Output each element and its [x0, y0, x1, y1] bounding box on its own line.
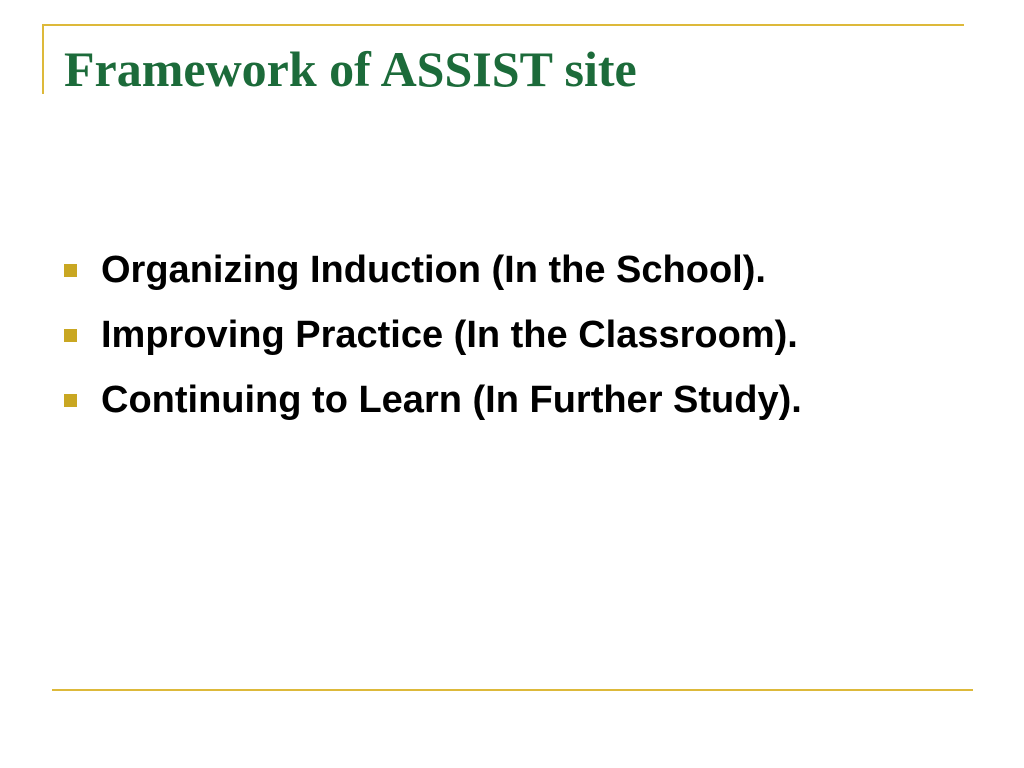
slide-title: Framework of ASSIST site: [64, 41, 637, 97]
bullet-text: Improving Practice (In the Classroom).: [101, 314, 798, 356]
bullet-text: Continuing to Learn (In Further Study).: [101, 379, 802, 421]
square-bullet-icon: [64, 394, 77, 407]
bullet-text: Organizing Induction (In the School).: [101, 249, 766, 291]
bottom-accent-line: [52, 689, 973, 691]
top-accent-line: [42, 24, 964, 26]
list-item: [64, 238, 802, 303]
square-bullet-icon: [64, 329, 77, 342]
left-accent-line: [42, 24, 44, 94]
list-item: [64, 368, 802, 433]
square-bullet-icon: [64, 264, 77, 277]
list-item: [64, 303, 802, 368]
bullet-list: [64, 238, 802, 433]
